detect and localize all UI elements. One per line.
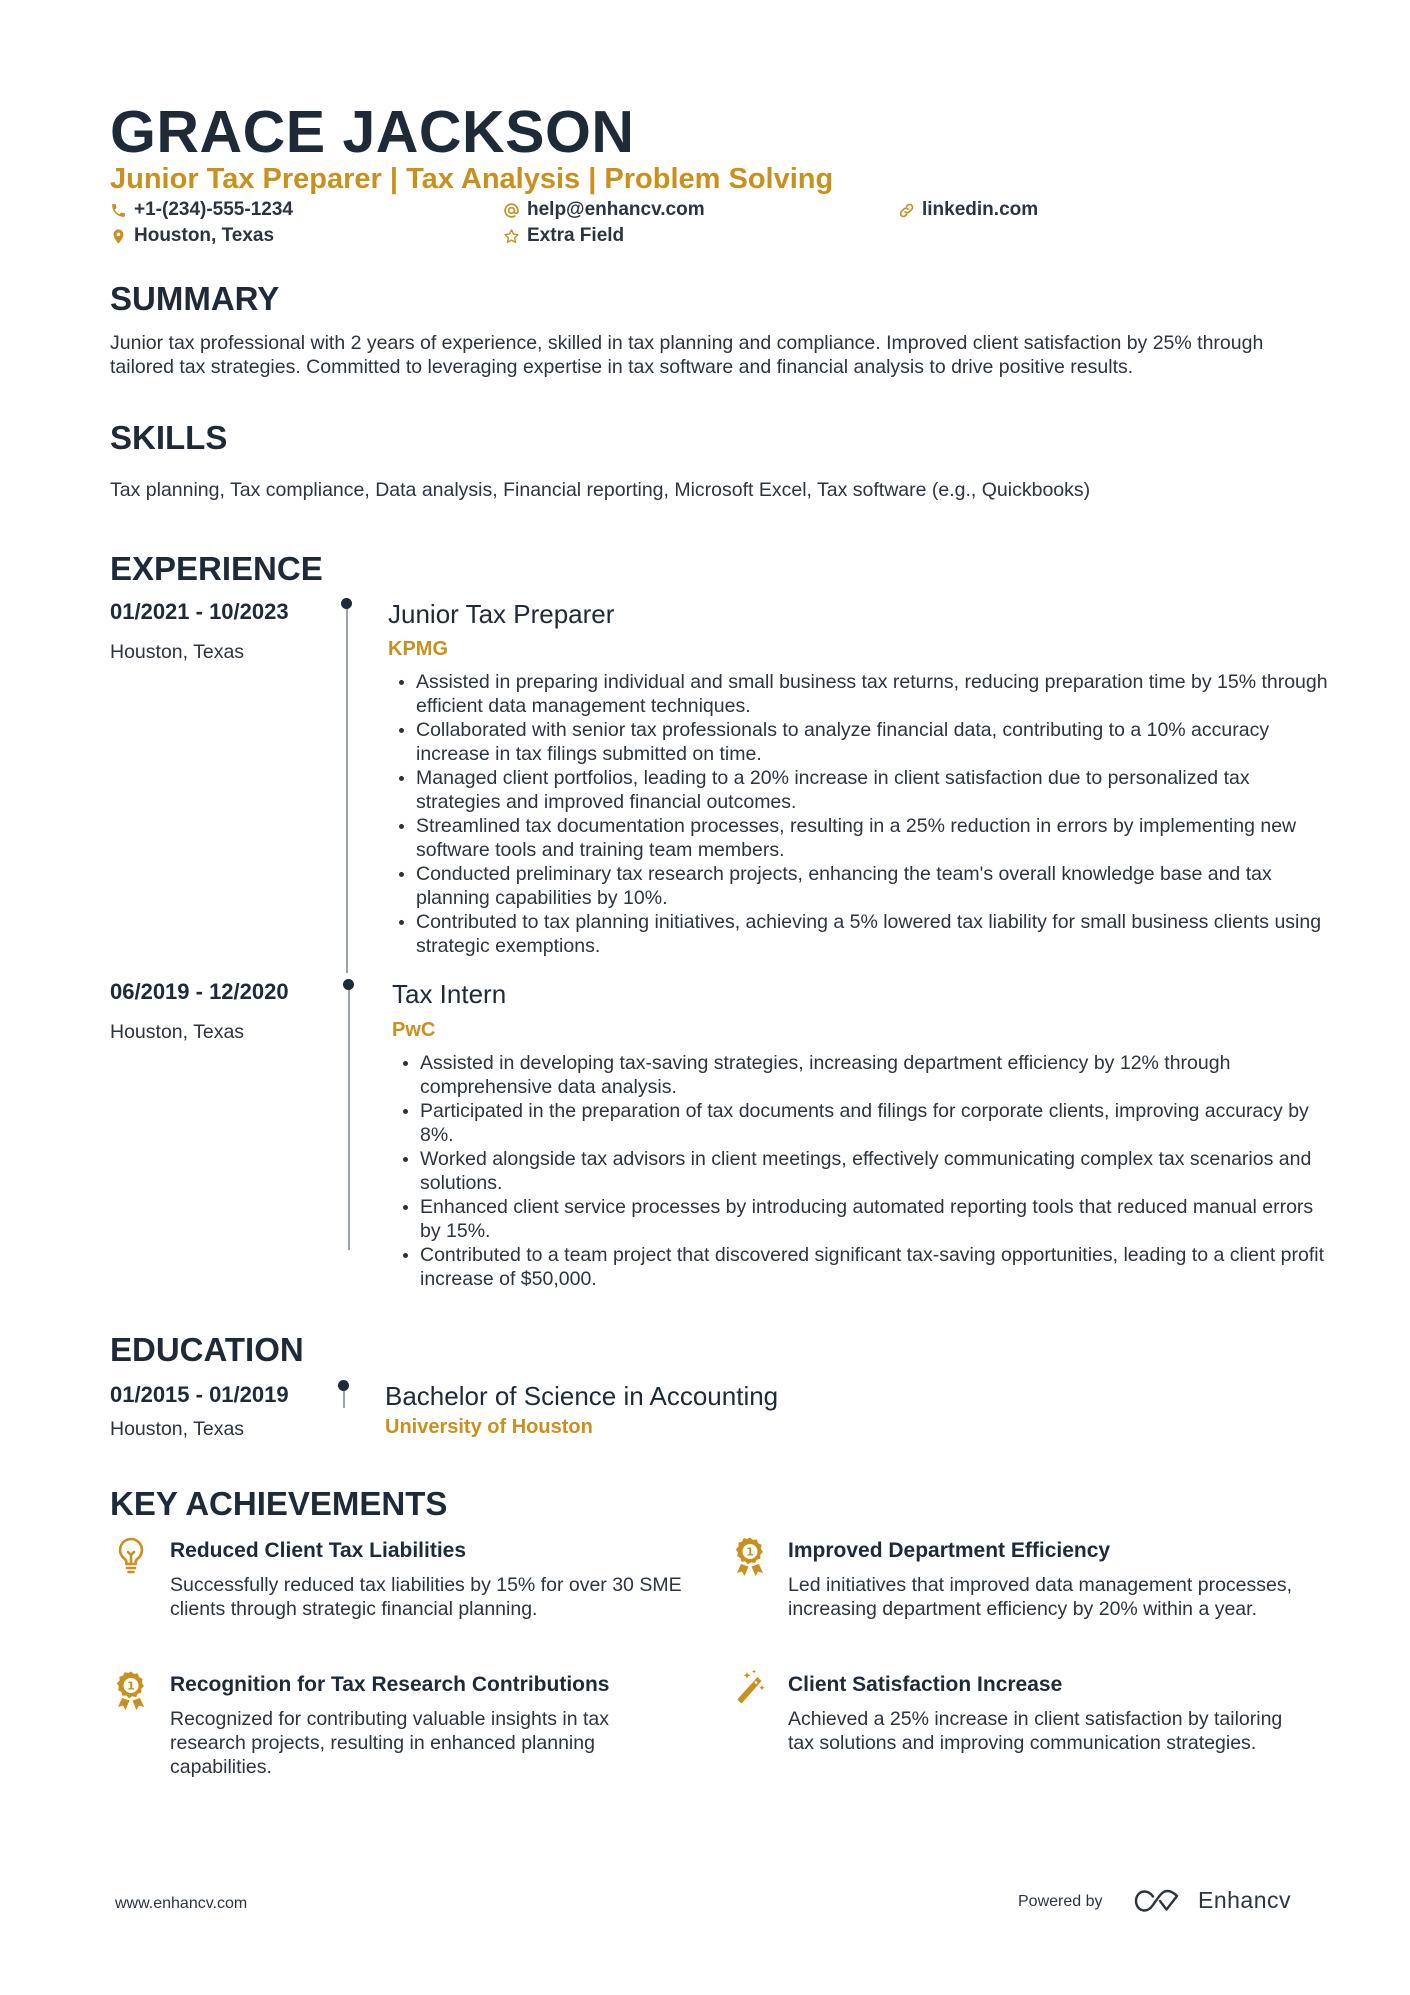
website-text[interactable]: linkedin.com [922,199,1039,220]
job-bullets [392,1051,1336,1291]
education-dates: 01/2015 - 01/2019 [110,1382,289,1407]
achievement-desc: Achieved a 25% increase in client satisfaction by tailoring tax solutions and improving communication strategies. [788,1708,1283,1754]
contact-email[interactable] [503,198,705,222]
job-bullet: Assisted in developing tax-saving strategies, increasing department efficiency by 12% through comprehensive data analysis. [420,1051,1336,1099]
job-bullet: Contributed to tax planning initiatives, achieving a 5% lowered tax liability for small business clients using strategic exemptions. [416,910,1336,958]
footer-brand: Enhancv [1198,1887,1292,1913]
phone-text: +1-(234)-555-1234 [134,199,293,220]
footer-website[interactable]: www.enhancv.com [115,1895,248,1912]
award-medal-icon [114,1670,148,1710]
experience-heading: EXPERIENCE [110,550,323,587]
achievement-title: Reduced Client Tax Liabilities [170,1539,467,1562]
job-bullet: Managed client portfolios, leading to a 20% increase in client satisfaction due to personalized tax strategies and improved financial outcomes. [416,766,1336,814]
footer-powered-by: Powered by [1018,1893,1103,1910]
candidate-name: GRACE JACKSON [110,99,635,165]
svg-text:1: 1 [127,1679,135,1693]
contact-website[interactable] [898,198,1038,222]
achievement-title: Client Satisfaction Increase [788,1673,1063,1696]
timeline-line [348,985,350,1250]
phone-icon [110,202,127,219]
achievement-desc: Successfully reduced tax liabilities by 15% for over 30 SME clients through strategic financial planning. [170,1574,682,1620]
achievement-title: Recognition for Tax Research Contributions [170,1673,610,1696]
job-location: Houston, Texas [110,1021,245,1043]
job-bullet: Worked alongside tax advisors in client meetings, effectively communicating complex tax scenarios and solutions. [420,1147,1336,1195]
timeline-dot [338,1380,349,1391]
job-bullet: Collaborated with senior tax professionals to analyze financial data, contributing to a 10% accuracy increase in tax filings submitted on time. [416,718,1336,766]
job-role: Tax Intern [392,979,507,1009]
education-degree: Bachelor of Science in Accounting [385,1381,779,1411]
timeline-dot [341,598,352,609]
job-bullet: Enhanced client service processes by introducing automated reporting tools that reduced manual errors by 15%. [420,1195,1336,1243]
job-company: PwC [392,1019,436,1041]
timeline-dot [343,979,354,990]
job-bullet: Streamlined tax documentation processes, resulting in a 25% reduction in errors by implementing new software tools and training team members. [416,814,1336,862]
job-bullets [388,670,1336,958]
job-bullet: Contributed to a team project that discovered significant tax-saving opportunities, leading to a client profit increase of $50,000. [420,1243,1336,1291]
location-pin-icon [110,228,127,245]
award-medal-icon [733,1536,767,1576]
lightbulb-icon [114,1536,148,1576]
magic-wand-icon [733,1668,767,1708]
timeline-line [346,603,348,973]
at-sign-icon [503,202,520,219]
summary-heading: SUMMARY [110,280,280,317]
job-dates: 01/2021 - 10/2023 [110,599,289,624]
achievement-desc: Led initiatives that improved data management processes, increasing department efficiency by 20% within a year. [788,1574,1293,1620]
star-icon [503,228,520,245]
skills-text: Tax planning, Tax compliance, Data analysis, Financial reporting, Microsoft Excel, Tax software (e.g., Quickbooks) [110,479,1091,501]
education-location: Houston, Texas [110,1418,245,1440]
achievement-desc: Recognized for contributing valuable insights in tax research projects, resulting in enhanced planning capabilities. [170,1708,610,1778]
link-icon [898,202,915,219]
svg-text:1: 1 [746,1545,754,1559]
summary-text: Junior tax professional with 2 years of experience, skilled in tax planning and compliance. Improved client satisfaction by 25% through tailored tax strategies. Committed to leveraging expertise in tax software and financial analysis to drive positive results. [110,332,1264,378]
location-text: Houston, Texas [134,225,275,246]
job-company: KPMG [388,638,448,660]
job-dates: 06/2019 - 12/2020 [110,979,289,1004]
education-heading: EDUCATION [110,1331,304,1368]
achievements-heading: KEY ACHIEVEMENTS [110,1485,448,1522]
contact-location [110,224,274,248]
contact-extra [503,224,624,248]
candidate-title: Junior Tax Preparer | Tax Analysis | Problem Solving [110,163,834,195]
job-role: Junior Tax Preparer [388,599,615,629]
enhancv-logo-icon [1133,1887,1181,1915]
contact-phone [110,198,293,222]
skills-heading: SKILLS [110,419,228,456]
job-location: Houston, Texas [110,641,245,663]
achievement-title: Improved Department Efficiency [788,1539,1111,1562]
job-bullet: Assisted in preparing individual and small business tax returns, reducing preparation time by 15% through efficient data management techniques. [416,670,1336,718]
job-bullet: Participated in the preparation of tax documents and filings for corporate clients, improving accuracy by 8%. [420,1099,1336,1147]
email-text[interactable]: help@enhancv.com [527,199,705,220]
extra-text: Extra Field [527,225,625,246]
job-bullet: Conducted preliminary tax research projects, enhancing the team's overall knowledge base and tax planning capabilities by 10%. [416,862,1336,910]
education-school: University of Houston [385,1416,593,1438]
